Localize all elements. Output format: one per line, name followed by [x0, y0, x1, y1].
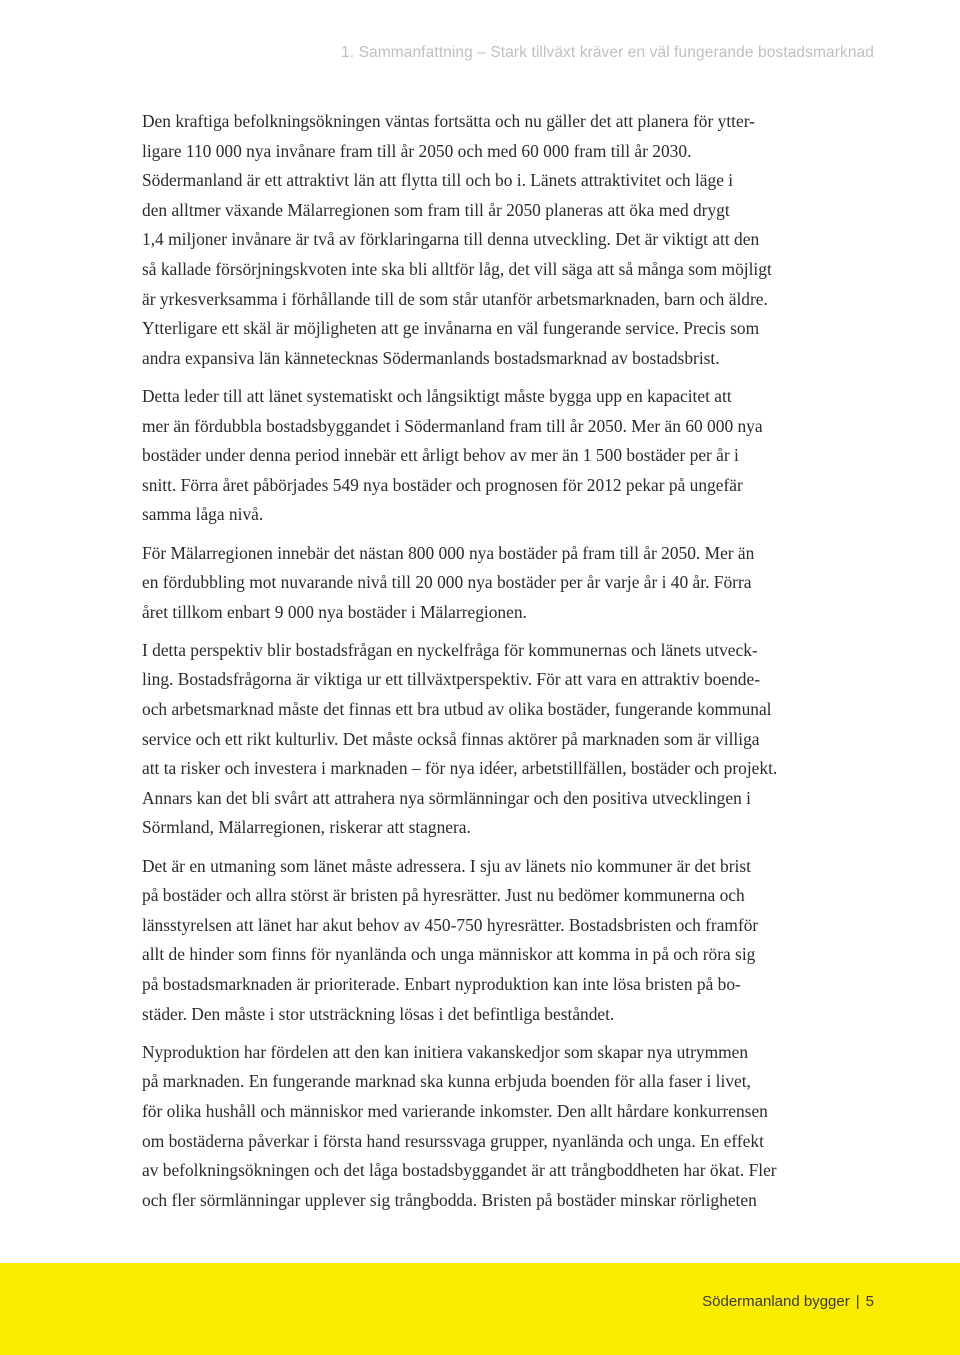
text-line: Den kraftiga befolkningsökningen väntas fortsätta och nu gäller det att planera för ytter- — [142, 111, 755, 131]
paragraph-3 — [142, 539, 872, 628]
text-line: Annars kan det bli svårt att attrahera nya sörmlänningar och den positiva utvecklingen i — [142, 787, 751, 808]
text-line: samma låga nivå. — [142, 504, 264, 525]
text-line: snitt. Förra året påbörjades 549 nya bostäder och prognosen för 2012 pekar på ungefär — [142, 474, 743, 495]
text-line: för olika hushåll och människor med varierande inkomster. Den allt hårdare konkurrensen — [142, 1100, 768, 1121]
text-line: på bostäder och allra störst är bristen på hyresrätter. Just nu bedömer kommunerna och — [142, 885, 745, 906]
text-line: en fördubbling mot nuvarande nivå till 20 000 nya bostäder per år varje år i 40 år. Förra — [142, 572, 752, 593]
paragraph-5 — [142, 852, 872, 1030]
text-line: ling. Bostadsfrågorna är viktiga ur ett tillväxtperspektiv. För att vara en attraktiv boende- — [142, 669, 760, 690]
text-line: den alltmer växande Mälarregionen som fram till år 2050 planeras att öka med drygt — [142, 199, 730, 220]
text-line: allt de hinder som finns för nyanlända och unga människor att komma in på och röra sig — [142, 944, 756, 965]
text-line: av befolkningsökningen och det låga bostadsbyggandet är att trångboddheten har ökat. Fler — [142, 1160, 777, 1181]
running-header: 1. Sammanfattning – Stark tillväxt kräver en väl fungerande bostadsmarknad — [341, 44, 874, 61]
footer-separator: | — [855, 1293, 860, 1310]
text-line: mer än fördubbla bostadsbyggandet i Södermanland fram till år 2050. Mer än 60 000 nya — [142, 415, 763, 436]
text-line: länsstyrelsen att länet har akut behov av 450-750 hyresrätter. Bostadsbristen och framför — [142, 914, 759, 935]
text-line: Det är en utmaning som länet måste adressera. I sju av länets nio kommuner är det brist — [142, 855, 751, 876]
publication-name: Södermanland bygger — [702, 1293, 850, 1310]
text-line: andra expansiva län kännetecknas Södermanlands bostadsmarknad av bostadsbrist. — [142, 347, 720, 368]
text-line: För Mälarregionen innebär det nästan 800 000 nya bostäder på fram till år 2050. Mer än — [142, 542, 755, 563]
text-line: Sörmland, Mälarregionen, riskerar att stagnera. — [142, 817, 471, 838]
body-text — [142, 107, 872, 1224]
text-line: att ta risker och investera i marknaden – för nya idéer, arbetstillfällen, bostäder och projekt. — [142, 758, 778, 779]
text-line: bostäder under denna period innebär ett årligt behov av mer än 1 500 bostäder per år i — [142, 445, 739, 466]
paragraph-6 — [142, 1038, 872, 1216]
text-line: service och ett rikt kulturliv. Det måste också finnas aktörer på marknaden som är villiga — [142, 728, 760, 749]
paragraph-4 — [142, 636, 872, 843]
text-line: på marknaden. En fungerande marknad ska kunna erbjuda boenden för alla faser i livet, — [142, 1071, 751, 1092]
footer-label — [702, 1293, 874, 1310]
text-line: Detta leder till att länet systematiskt och långsiktigt måste bygga upp en kapacitet att — [142, 385, 732, 406]
text-line: I detta perspektiv blir bostadsfrågan en nyckelfråga för kommunernas och länets utveck- — [142, 639, 758, 660]
text-line: Södermanland är ett attraktivt län att flytta till och bo i. Länets attraktivitet och läge i — [142, 170, 734, 191]
text-line: Ytterligare ett skäl är möjligheten att ge invånarna en väl fungerande service. Precis som — [142, 318, 760, 339]
text-line: Nyproduktion har fördelen att den kan initiera vakanskedjor som skapar nya utrymmen — [142, 1041, 749, 1062]
page-number: 5 — [865, 1293, 874, 1310]
text-line: året tillkom enbart 9 000 nya bostäder i Mälarregionen. — [142, 601, 527, 622]
text-line: städer. Den måste i stor utsträckning lösas i det befintliga beståndet. — [142, 1003, 615, 1024]
text-line: om bostäderna påverkar i första hand resurssvaga grupper, nyanlända och unga. En effekt — [142, 1130, 764, 1151]
text-line: och arbetsmarknad måste det finnas ett bra utbud av olika bostäder, fungerande kommunal — [142, 699, 772, 720]
text-line: är yrkesverksamma i förhållande till de som står utanför arbetsmarknaden, barn och äldre. — [142, 288, 768, 309]
text-line: på bostadsmarknaden är prioriterade. Enbart nyproduktion kan inte lösa bristen på bo- — [142, 974, 741, 994]
paragraph-2 — [142, 382, 872, 530]
text-line: ligare 110 000 nya invånare fram till år 2050 och med 60 000 fram till år 2030. — [142, 140, 692, 161]
text-line: 1,4 miljoner invånare är två av förklaringarna till denna utveckling. Det är viktigt att den — [142, 229, 760, 250]
paragraph-1 — [142, 107, 872, 373]
text-line: och fler sörmlänningar upplever sig trångbodda. Bristen på bostäder minskar rörligheten — [142, 1189, 757, 1210]
text-line: så kallade försörjningskvoten inte ska bli alltför låg, det vill säga att så många som möjligt — [142, 258, 772, 279]
